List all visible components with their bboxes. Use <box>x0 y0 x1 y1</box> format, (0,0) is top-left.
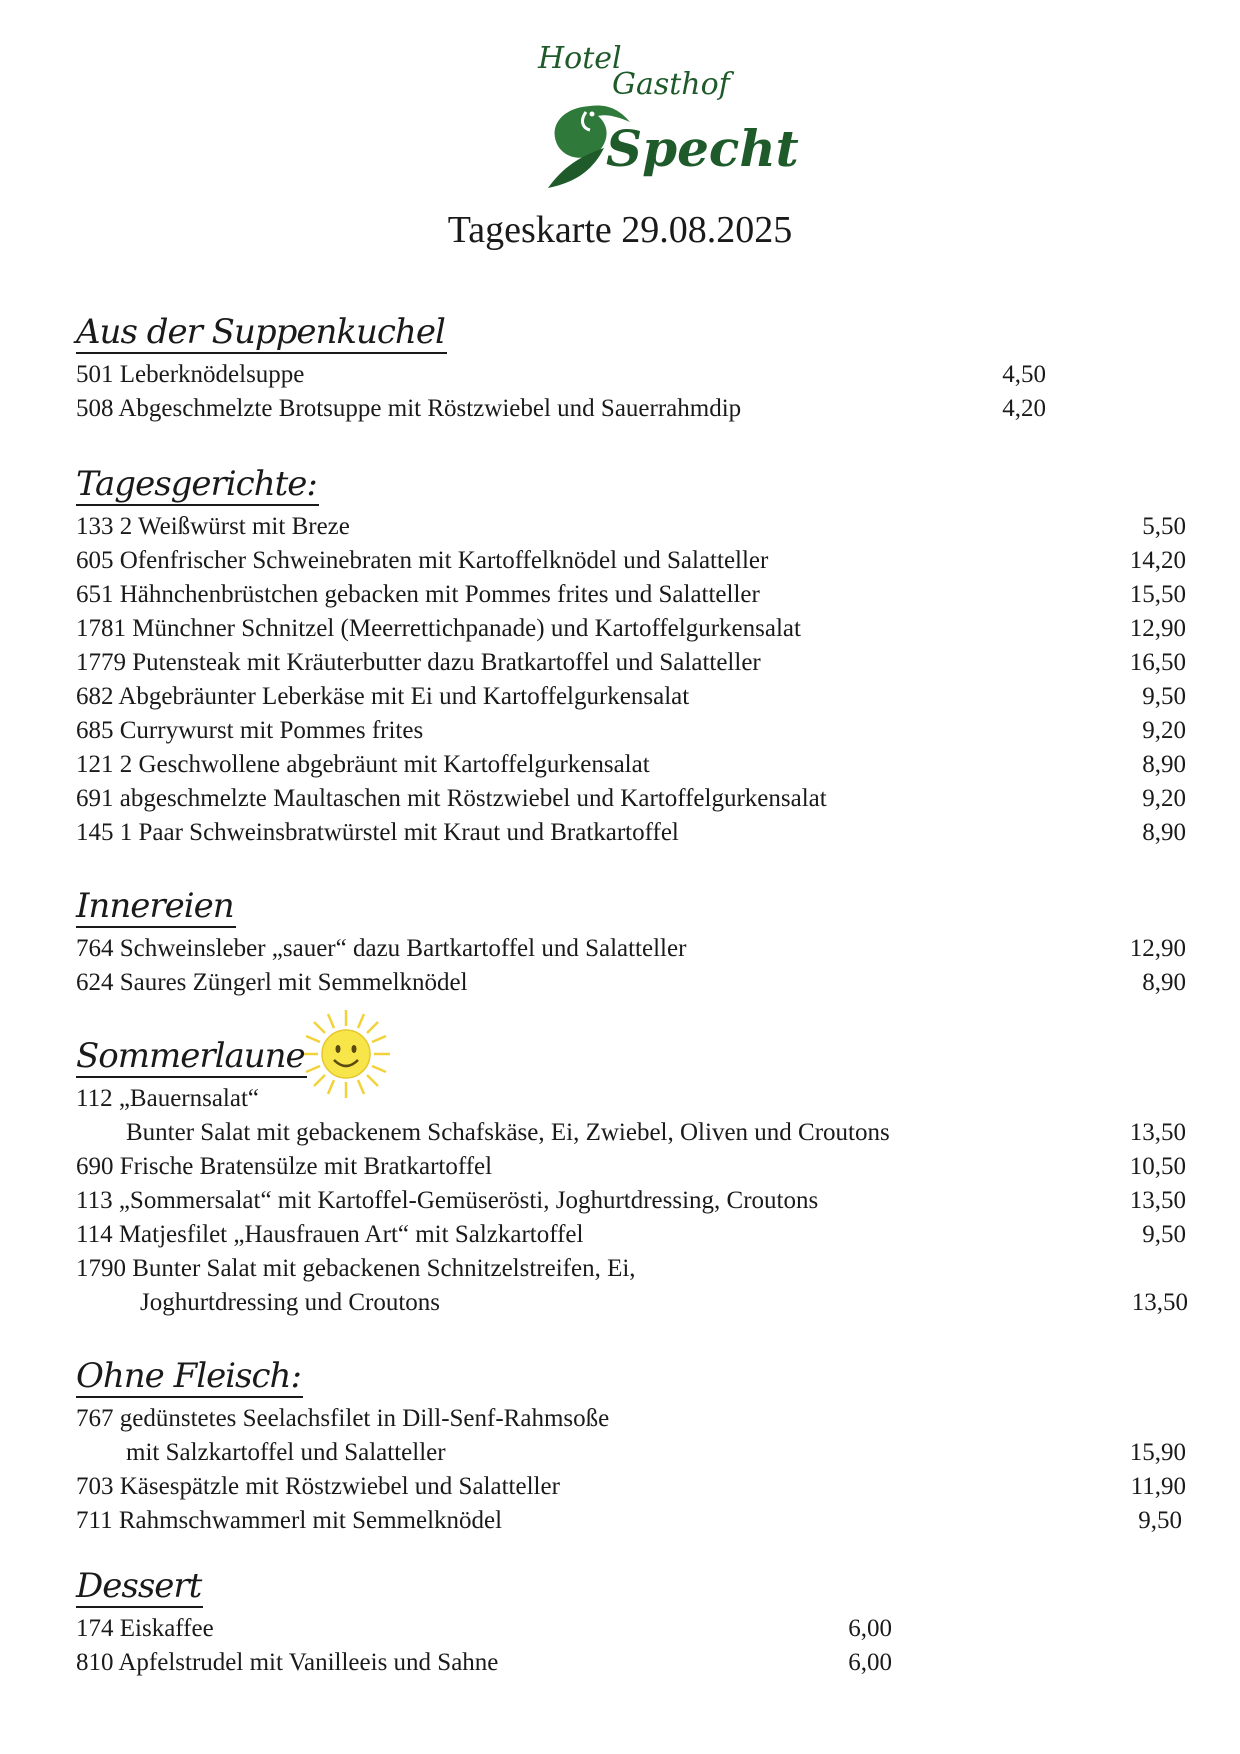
menu-item: 1781 Münchner Schnitzel (Meerrettichpanade) und Kartoffelgurkensalat 12,90 <box>76 615 1186 642</box>
menu-item: 767 gedünstetes Seelachsfilet in Dill-Senf-Rahmsoße <box>76 1405 610 1432</box>
section-heading: Tagesgerichte: <box>76 464 317 504</box>
menu-item: 810 Apfelstrudel mit Vanilleeis und Sahne 6,00 <box>76 1649 892 1676</box>
menu-item: 764 Schweinsleber „sauer“ dazu Bartkartoffel und Salatteller 12,90 <box>76 935 1186 962</box>
menu-item: 112 „Bauernsalat“ <box>76 1085 260 1112</box>
menu-item: mit Salzkartoffel und Salatteller 15,90 <box>126 1439 1186 1466</box>
section-heading: Sommerlaune <box>76 1036 305 1076</box>
svg-text:Hotel: Hotel <box>538 41 622 76</box>
menu-item: 605 Ofenfrischer Schweinebraten mit Kartoffelknödel und Salatteller 14,20 <box>76 547 1186 574</box>
section-heading: Innereien <box>76 886 234 926</box>
section-heading: Ohne Fleisch: <box>76 1356 301 1396</box>
section-heading: Aus der Suppenkuchel <box>76 312 445 352</box>
section-tagesgerichte <box>76 464 1186 850</box>
menu-item: 691 abgeschmelzte Maultaschen mit Röstzwiebel und Kartoffelgurkensalat 9,20 <box>76 785 1186 812</box>
menu-item: 174 Eiskaffee 6,00 <box>76 1615 892 1642</box>
menu-item: 624 Saures Züngerl mit Semmelknödel 8,90 <box>76 969 1186 996</box>
menu-item: 1790 Bunter Salat mit gebackenen Schnitzelstreifen, Ei, <box>76 1255 636 1282</box>
menu-item: Bunter Salat mit gebackenem Schafskäse, Ei, Zwiebel, Oliven und Croutons 13,50 <box>126 1119 1186 1146</box>
menu-item: 711 Rahmschwammerl mit Semmelknödel 9,50 <box>76 1507 1182 1534</box>
section-suppen <box>76 312 1046 426</box>
menu-item: 703 Käsespätzle mit Röstzwiebel und Salatteller 11,90 <box>76 1473 1186 1500</box>
menu-item: 113 „Sommersalat“ mit Kartoffel-Gemüserösti, Joghurtdressing, Croutons 13,50 <box>76 1187 1186 1214</box>
section-innereien <box>76 886 1186 1000</box>
section-sommerlaune <box>76 1036 1188 1320</box>
section-heading: Dessert <box>76 1566 202 1606</box>
section-dessert <box>76 1566 892 1680</box>
svg-text:Gasthof: Gasthof <box>612 67 730 102</box>
menu-item: 121 2 Geschwollene abgebräunt mit Kartoffelgurkensalat 8,90 <box>76 751 1186 778</box>
sun-icon <box>300 1008 392 1100</box>
menu-item: 145 1 Paar Schweinsbratwürstel mit Kraut und Bratkartoffel 8,90 <box>76 819 1186 846</box>
menu-item: 114 Matjesfilet „Hausfrauen Art“ mit Salzkartoffel 9,50 <box>76 1221 1186 1248</box>
menu-item: 685 Currywurst mit Pommes frites 9,20 <box>76 717 1186 744</box>
menu-item: 508 Abgeschmelzte Brotsuppe mit Röstzwiebel und Sauerrahmdip 4,20 <box>76 395 1046 422</box>
menu-item: 1779 Putensteak mit Kräuterbutter dazu Bratkartoffel und Salatteller 16,50 <box>76 649 1186 676</box>
hotel-logo <box>520 28 799 193</box>
menu-item: 133 2 Weißwürst mit Breze 5,50 <box>76 513 1186 540</box>
svg-text:Specht: Specht <box>606 119 799 178</box>
menu-item: Joghurtdressing und Croutons 13,50 <box>140 1289 1188 1316</box>
menu-item: 690 Frische Bratensülze mit Bratkartoffel 10,50 <box>76 1153 1186 1180</box>
section-ohne-fleisch <box>76 1356 1186 1538</box>
menu-item: 501 Leberknödelsuppe 4,50 <box>76 361 1046 388</box>
menu-item: 682 Abgebräunter Leberkäse mit Ei und Kartoffelgurkensalat 9,50 <box>76 683 1186 710</box>
menu-item: 651 Hähnchenbrüstchen gebacken mit Pommes frites und Salatteller 15,50 <box>76 581 1186 608</box>
page-title: Tageskarte 29.08.2025 <box>447 209 793 251</box>
